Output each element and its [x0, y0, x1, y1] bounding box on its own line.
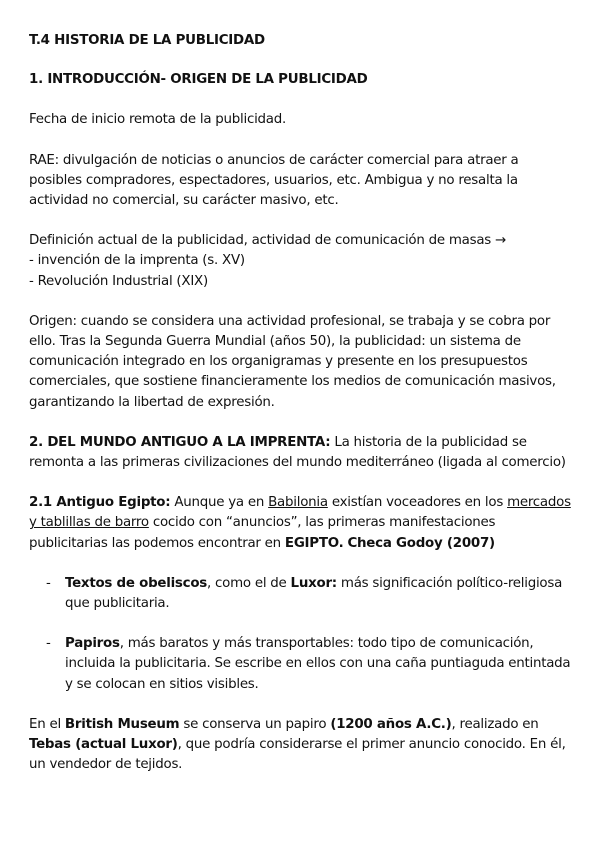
- origin-paragraph: Origen: cuando se considera una actividad profesional, se trabaja y se cobra por ello. Tras la Segunda Guerra Mundial (años 50), la publicidad: un sistema de comunicación integrado en los organigramas y presente en los presupuestos comerciales, que sostiene financieramente los medios de comunicación masivos, garantizando la libertad de expresión.: [29, 313, 556, 410]
- section-2-1-heading: 2.1 Antiguo Egipto:: [29, 495, 171, 511]
- list-item-text: , más baratos y más transportables: todo tipo de comunicación, incluida la publicitaria. Se escribe en ellos con una caña puntiaguda entintada y se colocan en sitios visibles.: [65, 636, 571, 692]
- closing-text: , que podría considerarse el primer anuncio conocido. En él, un vendedor de tejidos.: [29, 737, 566, 773]
- list-item-papiros: [29, 634, 572, 695]
- list-item-text: más significación político-religiosa que publicitaria.: [65, 575, 563, 612]
- egypt-list: [29, 574, 572, 695]
- list-item-obeliscos: [29, 574, 572, 614]
- section-2-1-text: Aunque ya en: [170, 495, 269, 511]
- current-definition-line: Definición actual de la publicidad, actividad de comunicación de masas →: [29, 233, 507, 249]
- section-2-1-text: cocido con “anuncios”, las primeras manifestaciones publicitarias las podemos encontrar en: [29, 515, 496, 551]
- industrial-revolution-line: - Revolución Industrial (XIX): [29, 273, 208, 289]
- section-2-1-text: existían voceadores en los: [327, 495, 508, 511]
- section-2-heading: 2. DEL MUNDO ANTIGUO A LA IMPRENTA:: [29, 434, 331, 450]
- intro-paragraph: Fecha de inicio remota de la publicidad.: [29, 112, 287, 128]
- document-title: T.4 HISTORIA DE LA PUBLICIDAD: [29, 33, 265, 48]
- list-item-text: , como el de: [207, 575, 291, 591]
- mercados-underlined: mercados y tablillas de barro: [29, 495, 571, 531]
- closing-text: En el: [29, 716, 65, 732]
- egipto-bold: EGIPTO.: [284, 535, 344, 551]
- papiros-bold: Papiros: [65, 636, 120, 652]
- closing-text: , realizado en: [451, 716, 539, 732]
- section-1-heading: 1. INTRODUCCIÓN- ORIGEN DE LA PUBLICIDAD: [29, 72, 368, 88]
- rae-definition-paragraph: RAE: divulgación de noticias o anuncios de carácter comercial para atraer a posibles compradores, espectadores, usuarios, etc. Ambigua y no resalta la actividad no comercial, su carácter masivo, etc.: [29, 152, 519, 209]
- section-2-paragraph: [29, 433, 572, 473]
- citation-checa-godoy: Checa Godoy (2007): [347, 535, 495, 551]
- british-museum-bold: British Museum: [64, 716, 180, 732]
- tebas-bold: Tebas (actual Luxor): [29, 737, 178, 753]
- date-bold: (1200 años A.C.): [330, 716, 452, 732]
- obeliscos-bold: Textos de obeliscos: [65, 575, 208, 591]
- babilonia-underlined: Babilonia: [268, 495, 328, 511]
- british-museum-paragraph: [29, 715, 572, 776]
- section-2-text: La historia de la publicidad se remonta a las primeras civilizaciones del mundo mediterráneo (ligada al comercio): [29, 434, 566, 471]
- section-2-1-paragraph: [29, 493, 572, 554]
- closing-text: se conserva un papiro: [179, 716, 331, 732]
- luxor-bold: Luxor:: [290, 575, 337, 591]
- current-definition-block: [29, 231, 572, 292]
- printing-press-line: - invención de la imprenta (s. XV): [29, 253, 245, 269]
